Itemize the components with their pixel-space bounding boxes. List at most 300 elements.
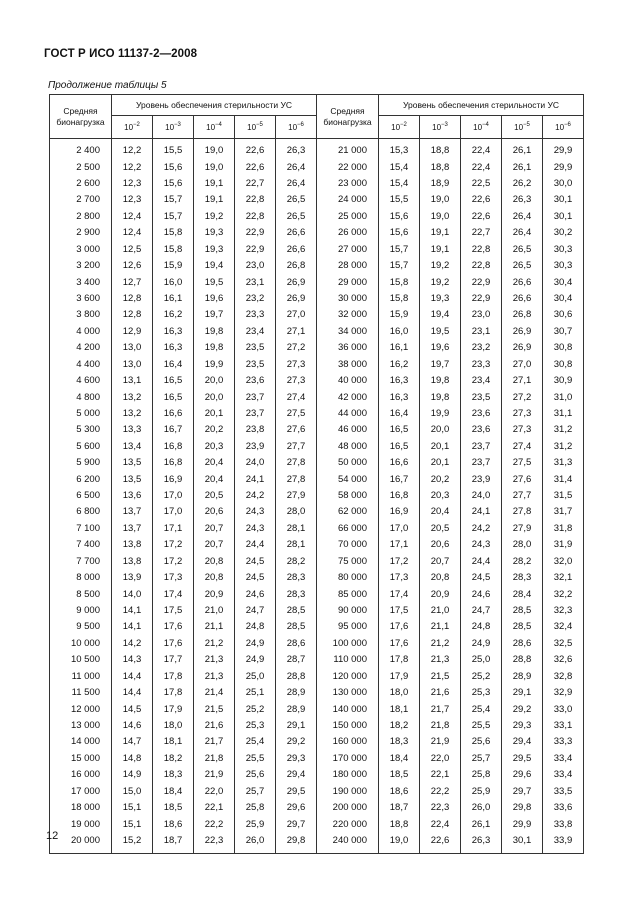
dose-cell: 15,9 [153, 258, 194, 274]
dose-cell: 13,5 [112, 455, 153, 471]
dose-cell: 23,6 [461, 422, 502, 438]
table-row [50, 537, 317, 553]
dose-cell: 31,2 [543, 439, 584, 455]
dose-cell: 18,0 [379, 685, 420, 701]
bioburden-cell: 95 000 [317, 619, 379, 635]
dose-cell: 23,7 [235, 406, 276, 422]
bioburden-cell: 54 000 [317, 471, 379, 487]
dose-cell: 16,3 [379, 389, 420, 405]
dose-cell: 27,6 [276, 422, 317, 438]
bioburden-cell: 200 000 [317, 800, 379, 816]
dose-cell: 23,7 [235, 389, 276, 405]
dose-cell: 26,5 [502, 242, 543, 258]
bioburden-cell: 21 000 [317, 139, 379, 160]
dose-cell: 26,4 [502, 225, 543, 241]
dose-cell: 15,6 [153, 159, 194, 175]
table-row [317, 159, 584, 175]
dose-cell: 24,9 [235, 636, 276, 652]
dose-cell: 28,0 [276, 504, 317, 520]
dose-cell: 17,7 [153, 652, 194, 668]
bioburden-cell: 2 700 [50, 192, 112, 208]
dose-cell: 19,8 [420, 389, 461, 405]
dose-cell: 26,3 [276, 139, 317, 160]
bioburden-cell: 180 000 [317, 767, 379, 783]
dose-cell: 12,3 [112, 176, 153, 192]
dose-cell: 21,6 [420, 685, 461, 701]
dose-cell: 16,2 [379, 356, 420, 372]
dose-cell: 27,2 [276, 340, 317, 356]
dose-cell: 26,0 [461, 800, 502, 816]
dose-cell: 19,4 [420, 307, 461, 323]
dose-cell: 16,5 [153, 389, 194, 405]
table-row [50, 734, 317, 750]
dose-cell: 16,1 [153, 291, 194, 307]
dose-cell: 19,3 [420, 291, 461, 307]
dose-cell: 16,0 [153, 274, 194, 290]
dose-cell: 27,3 [276, 373, 317, 389]
dose-cell: 18,3 [379, 734, 420, 750]
dose-cell: 33,4 [543, 767, 584, 783]
table-row [317, 570, 584, 586]
dose-cell: 31,9 [543, 537, 584, 553]
dose-cell: 24,6 [461, 586, 502, 602]
table-row [317, 455, 584, 471]
dose-cell: 29,2 [502, 701, 543, 717]
dose-cell: 22,8 [461, 242, 502, 258]
dose-cell: 19,3 [194, 225, 235, 241]
bioburden-cell: 30 000 [317, 291, 379, 307]
dose-cell: 18,8 [420, 159, 461, 175]
dose-cell: 25,2 [235, 701, 276, 717]
dose-cell: 22,8 [461, 258, 502, 274]
table-row [50, 586, 317, 602]
dose-cell: 15,8 [153, 225, 194, 241]
dose-cell: 16,3 [379, 373, 420, 389]
dose-cell: 28,2 [502, 554, 543, 570]
table-row [317, 373, 584, 389]
dose-cell: 26,4 [276, 159, 317, 175]
dose-cell: 32,5 [543, 636, 584, 652]
bioburden-cell: 19 000 [50, 816, 112, 832]
dose-cell: 17,1 [379, 537, 420, 553]
dose-cell: 19,7 [420, 356, 461, 372]
table-row [50, 389, 317, 405]
bioburden-cell: 3 600 [50, 291, 112, 307]
dose-cell: 32,6 [543, 652, 584, 668]
dose-cell: 27,4 [276, 389, 317, 405]
table-row [50, 307, 317, 323]
dose-cell: 28,6 [276, 636, 317, 652]
dose-cell: 17,2 [153, 537, 194, 553]
table-row [50, 373, 317, 389]
dose-cell: 14,4 [112, 685, 153, 701]
dose-cell: 20,4 [420, 504, 461, 520]
bioburden-cell: 120 000 [317, 669, 379, 685]
dose-cell: 20,0 [420, 422, 461, 438]
bioburden-cell: 7 100 [50, 521, 112, 537]
dose-cell: 30,6 [543, 307, 584, 323]
table-row [317, 192, 584, 208]
table-row [50, 767, 317, 783]
dose-cell: 19,2 [420, 258, 461, 274]
table-row [317, 586, 584, 602]
dose-cell: 25,4 [235, 734, 276, 750]
dose-cell: 12,5 [112, 242, 153, 258]
dose-cell: 28,8 [502, 652, 543, 668]
dose-cell: 21,8 [194, 751, 235, 767]
bioburden-cell: 7 700 [50, 554, 112, 570]
bioburden-cell: 75 000 [317, 554, 379, 570]
dose-cell: 13,4 [112, 439, 153, 455]
dose-cell: 23,6 [461, 406, 502, 422]
dose-cell: 25,1 [235, 685, 276, 701]
dose-cell: 14,2 [112, 636, 153, 652]
table-row [317, 734, 584, 750]
dose-cell: 16,9 [153, 471, 194, 487]
table-row [50, 488, 317, 504]
dose-cell: 16,4 [153, 356, 194, 372]
dose-cell: 12,9 [112, 324, 153, 340]
dose-cell: 17,9 [153, 701, 194, 717]
bioburden-cell: 5 000 [50, 406, 112, 422]
dose-cell: 22,6 [420, 833, 461, 854]
table-row [50, 833, 317, 854]
dose-cell: 20,7 [420, 554, 461, 570]
dose-cell: 16,6 [153, 406, 194, 422]
dose-cell: 14,1 [112, 603, 153, 619]
table-row [50, 406, 317, 422]
dose-cell: 16,5 [379, 439, 420, 455]
dose-cell: 20,4 [194, 471, 235, 487]
header-sal-level: $10^{-6}$ [276, 116, 317, 139]
dose-cell: 27,9 [276, 488, 317, 504]
dose-cell: 18,6 [153, 816, 194, 832]
bioburden-cell: 42 000 [317, 389, 379, 405]
table-row [317, 833, 584, 854]
dose-cell: 29,1 [502, 685, 543, 701]
dose-cell: 17,3 [379, 570, 420, 586]
table-row [317, 669, 584, 685]
dose-cell: 28,9 [276, 685, 317, 701]
bioburden-cell: 90 000 [317, 603, 379, 619]
dose-cell: 24,0 [235, 455, 276, 471]
table-row [50, 209, 317, 225]
dose-cell: 23,1 [461, 324, 502, 340]
dose-cell: 13,7 [112, 504, 153, 520]
dose-cell: 25,2 [461, 669, 502, 685]
dose-cell: 17,8 [153, 685, 194, 701]
table-row [317, 619, 584, 635]
dose-cell: 23,0 [461, 307, 502, 323]
table-row [317, 701, 584, 717]
dose-cell: 15,1 [112, 800, 153, 816]
bioburden-cell: 36 000 [317, 340, 379, 356]
dose-cell: 33,5 [543, 783, 584, 799]
table-row [317, 488, 584, 504]
dose-cell: 20,2 [420, 471, 461, 487]
table-row [317, 389, 584, 405]
bioburden-cell: 170 000 [317, 751, 379, 767]
bioburden-cell: 44 000 [317, 406, 379, 422]
table-row [317, 783, 584, 799]
dose-cell: 20,2 [194, 422, 235, 438]
bioburden-cell: 6 800 [50, 504, 112, 520]
dose-cell: 26,4 [502, 209, 543, 225]
dose-cell: 30,1 [502, 833, 543, 854]
dose-cell: 15,7 [153, 192, 194, 208]
dose-cell: 15,2 [112, 833, 153, 854]
dose-cell: 20,1 [420, 439, 461, 455]
dose-cell: 24,9 [235, 652, 276, 668]
dose-cell: 20,4 [194, 455, 235, 471]
dose-cell: 21,2 [420, 636, 461, 652]
dose-cell: 17,4 [153, 586, 194, 602]
bioburden-cell: 150 000 [317, 718, 379, 734]
dose-cell: 15,6 [153, 176, 194, 192]
dose-cell: 20,1 [194, 406, 235, 422]
dose-cell: 33,4 [543, 751, 584, 767]
dose-cell: 27,1 [502, 373, 543, 389]
dose-cell: 19,6 [194, 291, 235, 307]
dose-cell: 20,9 [194, 586, 235, 602]
dose-cell: 23,2 [235, 291, 276, 307]
dose-cell: 16,8 [153, 439, 194, 455]
dose-cell: 26,4 [276, 176, 317, 192]
dose-cell: 18,2 [379, 718, 420, 734]
dose-cell: 19,5 [194, 274, 235, 290]
dose-cell: 24,2 [235, 488, 276, 504]
bioburden-cell: 27 000 [317, 242, 379, 258]
table-row [50, 324, 317, 340]
table-row [50, 192, 317, 208]
dose-cell: 27,8 [502, 504, 543, 520]
dose-cell: 26,8 [502, 307, 543, 323]
dose-cell: 15,7 [379, 242, 420, 258]
table-row [50, 225, 317, 241]
table-row [317, 139, 584, 160]
dose-cell: 20,0 [194, 389, 235, 405]
dose-cell: 15,7 [379, 258, 420, 274]
dose-cell: 27,0 [276, 307, 317, 323]
dose-cell: 20,8 [194, 570, 235, 586]
dose-cell: 22,7 [461, 225, 502, 241]
dose-cell: 19,5 [420, 324, 461, 340]
header-sal-level: $10^{-2}$ [112, 116, 153, 139]
table-row [50, 291, 317, 307]
dose-cell: 20,6 [420, 537, 461, 553]
dose-cell: 18,4 [153, 783, 194, 799]
dose-cell: 19,2 [420, 274, 461, 290]
dose-cell: 19,8 [420, 373, 461, 389]
dose-cell: 14,0 [112, 586, 153, 602]
dose-cell: 22,3 [420, 800, 461, 816]
dose-cell: 19,8 [194, 324, 235, 340]
table-row [50, 619, 317, 635]
dose-cell: 19,0 [420, 209, 461, 225]
table-row [50, 422, 317, 438]
dose-cell: 20,3 [194, 439, 235, 455]
dose-cell: 18,3 [153, 767, 194, 783]
dose-cell: 16,5 [379, 422, 420, 438]
dose-cell: 28,5 [502, 603, 543, 619]
dose-cell: 14,9 [112, 767, 153, 783]
dose-cell: 26,0 [235, 833, 276, 854]
bioburden-cell: 240 000 [317, 833, 379, 854]
table-row [50, 554, 317, 570]
table-row [50, 504, 317, 520]
bioburden-cell: 7 400 [50, 537, 112, 553]
dose-cell: 33,9 [543, 833, 584, 854]
table-right [316, 94, 584, 854]
dose-cell: 32,1 [543, 570, 584, 586]
bioburden-cell: 2 600 [50, 176, 112, 192]
dose-cell: 20,1 [420, 455, 461, 471]
table-row [50, 751, 317, 767]
bioburden-cell: 40 000 [317, 373, 379, 389]
dose-cell: 26,5 [502, 258, 543, 274]
bioburden-cell: 110 000 [317, 652, 379, 668]
table-row [50, 356, 317, 372]
dose-cell: 30,7 [543, 324, 584, 340]
dose-cell: 21,5 [420, 669, 461, 685]
dose-cell: 17,9 [379, 669, 420, 685]
header-sal-level: $10^{-5}$ [235, 116, 276, 139]
dose-cell: 32,0 [543, 554, 584, 570]
table-row [50, 139, 317, 160]
table-left [49, 94, 317, 854]
dose-cell: 15,9 [379, 307, 420, 323]
dose-cell: 20,7 [194, 521, 235, 537]
bioburden-cell: 70 000 [317, 537, 379, 553]
table-row [317, 537, 584, 553]
bioburden-cell: 15 000 [50, 751, 112, 767]
dose-cell: 21,9 [420, 734, 461, 750]
dose-cell: 14,6 [112, 718, 153, 734]
bioburden-cell: 48 000 [317, 439, 379, 455]
dose-cell: 15,8 [379, 274, 420, 290]
dose-cell: 16,3 [153, 340, 194, 356]
bioburden-cell: 11 500 [50, 685, 112, 701]
dose-cell: 17,0 [153, 488, 194, 504]
dose-cell: 29,2 [276, 734, 317, 750]
dose-cell: 19,6 [420, 340, 461, 356]
table-row [50, 340, 317, 356]
table-row [50, 455, 317, 471]
dose-cell: 19,9 [194, 356, 235, 372]
header-sal-level: $10^{-2}$ [379, 116, 420, 139]
bioburden-cell: 2 900 [50, 225, 112, 241]
dose-cell: 17,8 [153, 669, 194, 685]
dose-cell: 24,4 [461, 554, 502, 570]
dose-cell: 15,5 [379, 192, 420, 208]
bioburden-cell: 3 000 [50, 242, 112, 258]
dose-cell: 19,9 [420, 406, 461, 422]
table-row [317, 504, 584, 520]
table-row [50, 242, 317, 258]
dose-cell: 26,1 [461, 816, 502, 832]
dose-cell: 26,9 [276, 274, 317, 290]
dose-cell: 25,6 [235, 767, 276, 783]
dose-cell: 26,9 [502, 340, 543, 356]
table-row [317, 209, 584, 225]
dose-cell: 16,6 [379, 455, 420, 471]
bioburden-cell: 10 000 [50, 636, 112, 652]
dose-cell: 18,0 [153, 718, 194, 734]
dose-cell: 22,4 [420, 816, 461, 832]
dose-cell: 16,3 [153, 324, 194, 340]
dose-cell: 15,8 [379, 291, 420, 307]
bioburden-cell: 62 000 [317, 504, 379, 520]
dose-cell: 29,6 [502, 767, 543, 783]
dose-cell: 16,1 [379, 340, 420, 356]
dose-cell: 31,5 [543, 488, 584, 504]
dose-cell: 27,7 [502, 488, 543, 504]
dose-cell: 30,8 [543, 340, 584, 356]
table-row [50, 783, 317, 799]
dose-cell: 23,4 [461, 373, 502, 389]
table-row [50, 471, 317, 487]
dose-cell: 18,8 [420, 139, 461, 160]
dose-cell: 22,6 [461, 192, 502, 208]
table-row [50, 258, 317, 274]
dose-cell: 13,1 [112, 373, 153, 389]
dose-cell: 21,1 [420, 619, 461, 635]
dose-cell: 19,3 [194, 242, 235, 258]
bioburden-cell: 5 300 [50, 422, 112, 438]
dose-cell: 12,2 [112, 139, 153, 160]
page-number: 12 [46, 830, 59, 842]
table-row [50, 636, 317, 652]
dose-cell: 18,1 [153, 734, 194, 750]
bioburden-cell: 4 800 [50, 389, 112, 405]
table-row [50, 701, 317, 717]
dose-cell: 23,6 [235, 373, 276, 389]
dose-cell: 23,5 [235, 340, 276, 356]
dose-cell: 18,7 [379, 800, 420, 816]
dose-cell: 23,5 [461, 389, 502, 405]
dose-cell: 33,8 [543, 816, 584, 832]
dose-cell: 21,4 [194, 685, 235, 701]
dose-cell: 33,3 [543, 734, 584, 750]
dose-cell: 13,8 [112, 554, 153, 570]
bioburden-cell: 11 000 [50, 669, 112, 685]
dose-cell: 20,0 [194, 373, 235, 389]
bioburden-cell: 6 500 [50, 488, 112, 504]
header-sal-level: $10^{-4}$ [461, 116, 502, 139]
dose-cell: 25,0 [235, 669, 276, 685]
dose-cell: 22,6 [235, 139, 276, 160]
dose-cell: 23,4 [235, 324, 276, 340]
dose-cell: 21,3 [194, 669, 235, 685]
table-row [50, 159, 317, 175]
dose-cell: 19,0 [420, 192, 461, 208]
dose-cell: 28,3 [502, 570, 543, 586]
dose-cell: 12,4 [112, 225, 153, 241]
dose-cell: 25,8 [235, 800, 276, 816]
bioburden-cell: 25 000 [317, 209, 379, 225]
dose-cell: 23,9 [461, 471, 502, 487]
dose-cell: 33,0 [543, 701, 584, 717]
dose-cell: 24,1 [461, 504, 502, 520]
bioburden-cell: 6 200 [50, 471, 112, 487]
table-row [317, 324, 584, 340]
dose-cell: 24,6 [235, 586, 276, 602]
bioburden-cell: 2 400 [50, 139, 112, 160]
dose-cell: 19,4 [194, 258, 235, 274]
dose-cell: 22,9 [235, 242, 276, 258]
header-load: Средняя бионагрузка [317, 95, 379, 139]
dose-cell: 29,1 [276, 718, 317, 734]
